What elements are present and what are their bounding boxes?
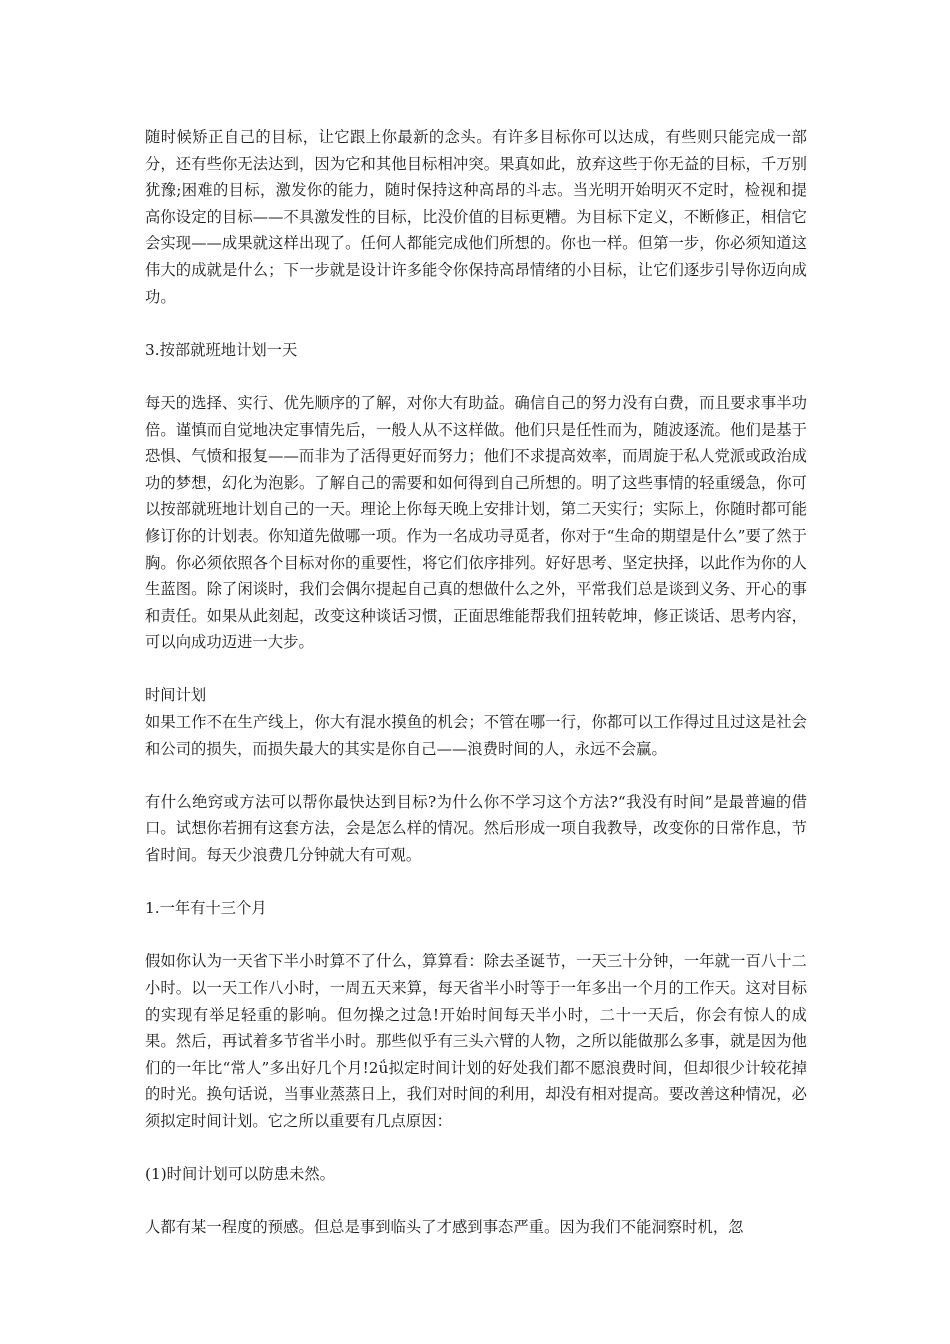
heading-thirteen-months: 1.一年有十三个月: [145, 899, 267, 918]
paragraph-gap: [145, 762, 807, 789]
paragraph-gap: [145, 310, 807, 337]
paragraph-gap: [145, 869, 807, 896]
paragraph-gap: [145, 363, 807, 390]
heading-prevent-trouble: (1)时间计划可以防患未然。: [145, 1165, 335, 1184]
paragraph-gap: [145, 1188, 807, 1215]
paragraph-foresight: 人都有某一程度的预感。但总是事到临头了才感到事态严重。因为我们不能洞察时机，忽: [145, 1218, 744, 1237]
paragraph-half-hour: 假如你认为一天省下半小时算不了什么，算算看：除去圣诞节，一天三十分钟，一年就一百八十二小时。以一天工作八小时，一周五天来算，每天省半小时等于一年多出一个月的工作天。这对目标的实现有举足轻重的影响。但勿操之过急!开始时间每天半小时，二十一天后，你会有惊人的成果。然后，再试着多节省半小时。那些似乎有三头六臂的人物，之所以能做那么多事，就是因为他们的一年比“常人”多出好几个月!2ǘ拟定时间计划的好处我们都不愿浪费时间，但却很少计较花掉的时光。换句话说，当事业蒸蒸日上，我们对时间的利用，却没有相对提高。要改善这种情况，必须拟定时间计划。它之所以重要有几点原因：: [145, 952, 807, 1130]
paragraph-gap: [145, 1135, 807, 1162]
paragraph-gap: [145, 656, 807, 683]
heading-time-plan: 时间计划: [145, 686, 207, 705]
paragraph-gap: [145, 922, 807, 949]
paragraph-no-time-excuse: 有什么绝窍或方法可以帮你最快达到目标?为什么你不学习这个方法?“我没有时间”是最普遍的借口。试想你若拥有这套方法，会是怎么样的情况。然后形成一项自我教导，改变你的日常作息，节省时间。每天少浪费几分钟就大有可观。: [145, 792, 807, 865]
document-page: [145, 124, 807, 1241]
paragraph-goals: 随时候矫正自己的目标，让它跟上你最新的念头。有许多目标你可以达成，有些则只能完成一部分，还有些你无法达到，因为它和其他目标相冲突。果真如此，放弃这些于你无益的目标，千万别犹豫;困难的目标，激发你的能力，随时保持这种高昂的斗志。当光明开始明灭不定时，检视和提高你设定的目标——不具激发性的目标，比没价值的目标更糟。为目标下定义，不断修正，相信它会实现——成果就这样出现了。任何人都能完成他们所想的。你也一样。但第一步，你必须知道这伟大的成就是什么；下一步就是设计许多能令你保持高昂情绪的小目标，让它们逐步引导你迈向成功。: [145, 128, 807, 306]
paragraph-daily-priorities: 每天的选择、实行、优先顺序的了解，对你大有助益。确信自己的努力没有白费，而且要求事半功倍。谨慎而自觉地决定事情先后，一般人从不这样做。他们只是任性而为，随波逐流。他们是基于恐惧、气愤和报复——而非为了活得更好而努力；他们不求提高效率，而周旋于私人党派或政治成功的梦想，幻化为泡影。了解自己的需要和如何得到自己所想的。明了这些事情的轻重缓急，你可以按部就班地计划自己的一天。理论上你每天晚上安排计划，第二天实行；实际上，你随时都可能修订你的计划表。你知道先做哪一项。作为一名成功寻觅者，你对于“生命的期望是什么”要了然于胸。你必须依照各个目标对你的重要性，将它们依序排列。好好思考、坚定抉择，以此作为你的人生蓝图。除了闲谈时，我们会偶尔提起自己真的想做什么之外，平常我们总是谈到义务、开心的事和责任。如果从此刻起，改变这种谈话习惯，正面思维能帮我们扭转乾坤，修正谈话、思考内容，可以向成功迈进一大步。: [145, 393, 807, 652]
heading-plan-day: 3.按部就班地计划一天: [145, 340, 298, 359]
paragraph-production-line: 如果工作不在生产线上，你大有混水摸鱼的机会；不管在哪一行，你都可以工作得过且过这是社会和公司的损失，而损失最大的其实是你自己——浪费时间的人，永远不会赢。: [145, 713, 807, 758]
